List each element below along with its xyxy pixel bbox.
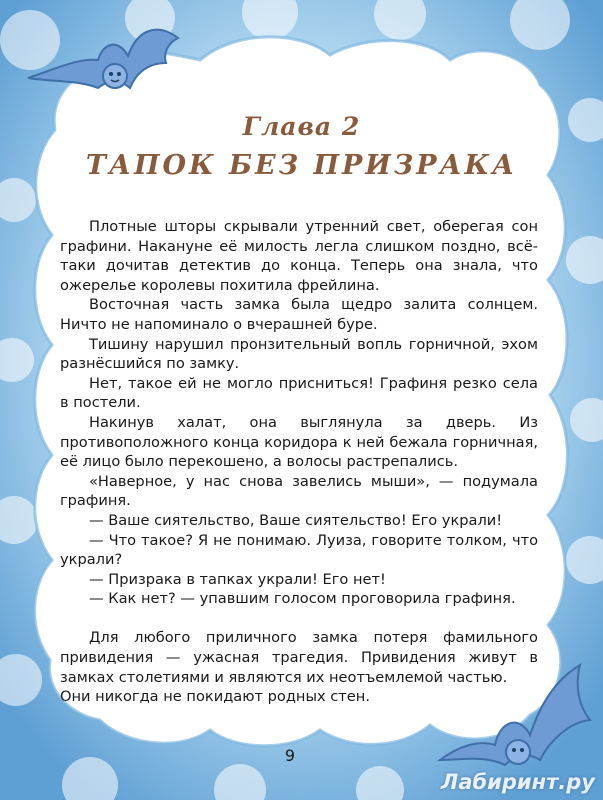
paragraph: Тишину нарушил пронзительный вопль горничной, эхом разнёсшийся по замку. xyxy=(60,335,538,373)
chapter-body xyxy=(60,217,538,707)
chapter-label: Глава 2 xyxy=(242,112,361,141)
paragraph: Восточная часть замка была щедро залита солнцем. Ничто не напоминало о вчерашней буре. xyxy=(60,296,538,333)
paragraph: — Ваше сиятельство, Ваше сиятельство! Его украли! xyxy=(89,511,503,529)
paragraph: — Как нет? — упавшим голосом проговорила графиня. xyxy=(89,590,516,608)
paragraph: Накинув халат, она выглянула за дверь. Из противоположного конца коридора к ней бежала горничная, её лицо было перекошено, а волосы растрепались. xyxy=(60,413,538,471)
chapter-title: ТАПОК БЕЗ ПРИЗРАКА xyxy=(85,150,518,181)
page-number: 9 xyxy=(284,746,296,765)
paragraph: — Что такое? Я не понимаю. Луиза, говорите толком, что украли? xyxy=(60,531,538,569)
paragraph: — Призрака в тапках украли! Его нет! xyxy=(89,570,386,588)
paragraph: Они никогда не покидают родных стен. xyxy=(60,688,370,706)
paragraph: Для любого приличного замка потеря фамильного привидения — ужасная трагедия. Привидения живут в замках столетиями и являются их неотъемлемой частью. xyxy=(60,629,538,686)
paragraph: Плотные шторы скрывали утренний свет, оберегая сон графини. Накануне её милость легла слишком поздно, всё-таки дочитав детектив до конца. Теперь она знала, что ожерелье королевы похитила фрейлина. xyxy=(60,218,538,294)
paragraph: Нет, такое ей не могло присниться! Графиня резко села в постели. xyxy=(60,374,538,412)
watermark: Лабиринт.ру xyxy=(440,770,595,794)
paragraph: «Наверное, у нас снова завелись мыши», — подумала графиня. xyxy=(60,472,538,510)
